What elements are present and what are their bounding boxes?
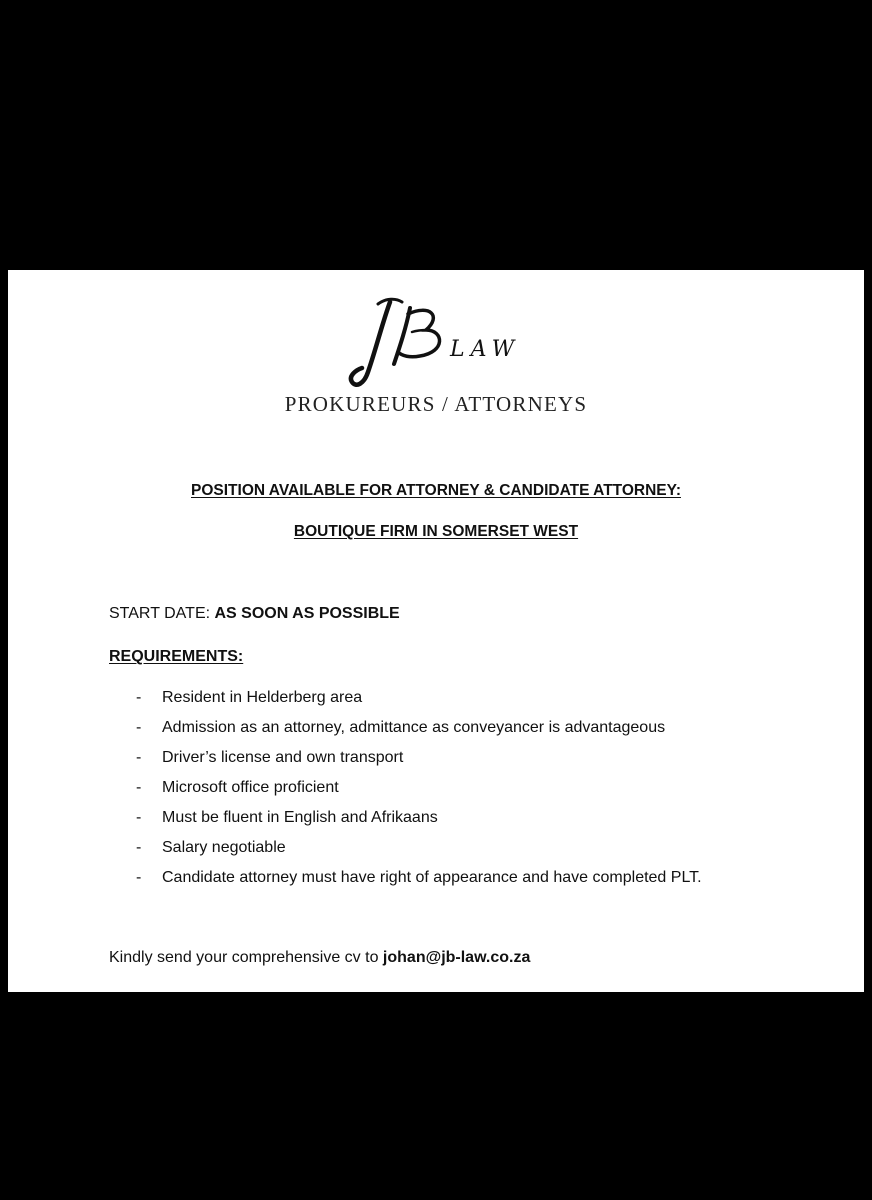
bullet-dash: - xyxy=(136,749,142,766)
contact-email[interactable]: johan@jb-law.co.za xyxy=(382,949,531,966)
bullet-dash: - xyxy=(136,779,142,796)
start-date-value: AS SOON AS POSSIBLE xyxy=(214,605,400,622)
requirements-title: REQUIREMENTS: xyxy=(109,648,244,665)
requirements-list xyxy=(109,687,702,897)
list-item xyxy=(109,807,702,837)
bullet-dash: - xyxy=(136,689,142,706)
requirement-text: Microsoft office proficient xyxy=(162,779,339,796)
requirement-text: Admission as an attorney, admittance as conveyancer is advantageous xyxy=(162,719,666,736)
firm-heading: BOUTIQUE FIRM IN SOMERSET WEST xyxy=(293,523,579,540)
jb-law-logo xyxy=(338,294,558,394)
requirement-text: Must be fluent in English and Afrikaans xyxy=(162,809,438,826)
requirement-text: Candidate attorney must have right of appearance and have completed PLT. xyxy=(162,869,702,886)
bullet-dash: - xyxy=(136,809,142,826)
position-heading: POSITION AVAILABLE FOR ATTORNEY & CANDIDATE ATTORNEY: xyxy=(191,482,681,499)
list-item xyxy=(109,777,702,807)
requirement-text: Salary negotiable xyxy=(162,839,286,856)
bullet-dash: - xyxy=(136,839,142,856)
list-item xyxy=(109,837,702,867)
jb-law-logo-mark xyxy=(338,294,558,394)
bullet-dash: - xyxy=(136,869,142,886)
firm-tagline: PROKUREURS / ATTORNEYS xyxy=(284,392,588,416)
contact-text: Kindly send your comprehensive cv to xyxy=(109,949,383,966)
logo-wordmark: LAW xyxy=(450,337,521,362)
start-date xyxy=(109,605,400,623)
bullet-dash: - xyxy=(136,719,142,736)
start-date-label: START DATE: xyxy=(109,605,215,622)
requirement-text: Resident in Helderberg area xyxy=(162,689,363,706)
list-item xyxy=(109,717,702,747)
requirement-text: Driver’s license and own transport xyxy=(162,749,404,766)
list-item xyxy=(109,867,702,897)
list-item xyxy=(109,687,702,717)
contact-line xyxy=(109,949,530,967)
job-advert-document xyxy=(8,270,864,992)
list-item xyxy=(109,747,702,777)
